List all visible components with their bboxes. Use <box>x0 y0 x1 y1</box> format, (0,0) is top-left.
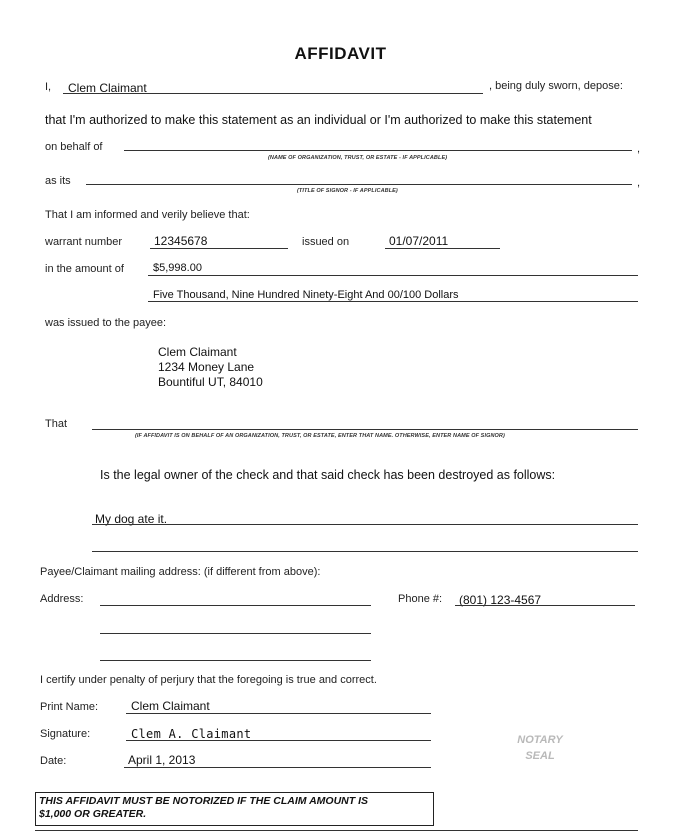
date-field[interactable]: April 1, 2013 <box>128 753 196 767</box>
payee-name: Clem Claimant <box>158 345 237 359</box>
as-its-comma: , <box>637 177 641 189</box>
phone-label: Phone #: <box>398 593 443 605</box>
address-underline-1 <box>100 605 371 606</box>
amount-underline <box>148 275 638 276</box>
warrant-number-underline <box>150 248 288 249</box>
address-label: Address: <box>40 593 84 605</box>
that-label: That <box>45 418 68 430</box>
payee-street: 1234 Money Lane <box>158 360 255 374</box>
issued-on-label: issued on <box>302 236 350 248</box>
amount-field[interactable]: $5,998.00 <box>153 262 202 274</box>
phone-field[interactable]: (801) 123-4567 <box>459 593 542 607</box>
on-behalf-of-hint: (NAME OF ORGANIZATION, TRUST, OR ESTATE - IF APPLICABLE) <box>268 155 448 161</box>
print-name-label: Print Name: <box>40 701 99 713</box>
certify-statement: I certify under penalty of perjury that the foregoing is true and correct. <box>40 674 377 686</box>
bottom-rule <box>35 830 638 831</box>
mailing-heading: Payee/Claimant mailing address: (if different from above): <box>40 566 321 578</box>
intro-suffix: , being duly sworn, depose: <box>489 80 623 92</box>
amount-words-field[interactable]: Five Thousand, Nine Hundred Ninety-Eight And 00/100 Dollars <box>153 289 459 301</box>
destroyed-explanation-underline-2 <box>92 551 638 552</box>
signature-label: Signature: <box>40 728 91 740</box>
notice-line-1: THIS AFFIDAVIT MUST BE NOTORIZED IF THE CLAIM AMOUNT IS <box>39 795 368 807</box>
authorized-statement: that I'm authorized to make this statement as an individual or I'm authorized to make this statement <box>45 113 592 127</box>
intro-prefix: I, <box>45 81 52 93</box>
notarization-notice <box>35 792 434 826</box>
page-title: AFFIDAVIT <box>294 44 387 63</box>
as-its-underline <box>86 184 632 185</box>
payee-city: Bountiful UT, 84010 <box>158 375 263 389</box>
amount-words-underline <box>148 301 638 302</box>
phone-underline <box>455 605 635 606</box>
warrant-number-field[interactable]: 12345678 <box>154 234 208 248</box>
on-behalf-of-comma: , <box>637 143 641 155</box>
that-hint: (IF AFFIDAVIT IS ON BEHALF OF AN ORGANIZATION, TRUST, OR ESTATE, ENTER THAT NAME. OTHERWISE, ENTER NAME OF SIGNOR) <box>135 433 505 439</box>
signature-field[interactable]: Clem A. Claimant <box>131 727 252 741</box>
claimant-name-field[interactable]: Clem Claimant <box>68 81 147 95</box>
address-underline-3 <box>100 660 371 661</box>
payee-label: was issued to the payee: <box>45 317 167 329</box>
destroyed-explanation-underline-1 <box>92 524 638 525</box>
signature-underline <box>126 740 431 741</box>
date-underline <box>124 767 431 768</box>
amount-label: in the amount of <box>45 263 124 275</box>
warrant-number-label: warrant number <box>45 236 123 248</box>
on-behalf-of-label: on behalf of <box>45 141 103 153</box>
claimant-name-underline <box>63 93 483 94</box>
print-name-underline <box>126 713 431 714</box>
as-its-hint: (TITLE OF SIGNOR - IF APPLICABLE) <box>297 188 398 194</box>
on-behalf-of-underline <box>124 150 632 151</box>
date-label: Date: <box>40 755 67 767</box>
owner-statement: Is the legal owner of the check and that said check has been destroyed as follows: <box>100 468 556 482</box>
notary-seal-line-1: NOTARY <box>517 734 563 746</box>
destroyed-explanation-line-1[interactable]: My dog ate it. <box>95 512 168 526</box>
address-underline-2 <box>100 633 371 634</box>
notary-seal-line-2: SEAL <box>525 750 555 762</box>
notary-seal <box>500 732 580 764</box>
that-underline <box>92 429 638 430</box>
issued-on-field[interactable]: 01/07/2011 <box>389 234 449 248</box>
issued-on-underline <box>385 248 500 249</box>
informed-statement: That I am informed and verily believe that: <box>45 209 250 221</box>
print-name-field[interactable]: Clem Claimant <box>131 699 210 713</box>
notice-line-2: $1,000 OR GREATER. <box>39 808 147 820</box>
as-its-label: as its <box>45 175 71 187</box>
